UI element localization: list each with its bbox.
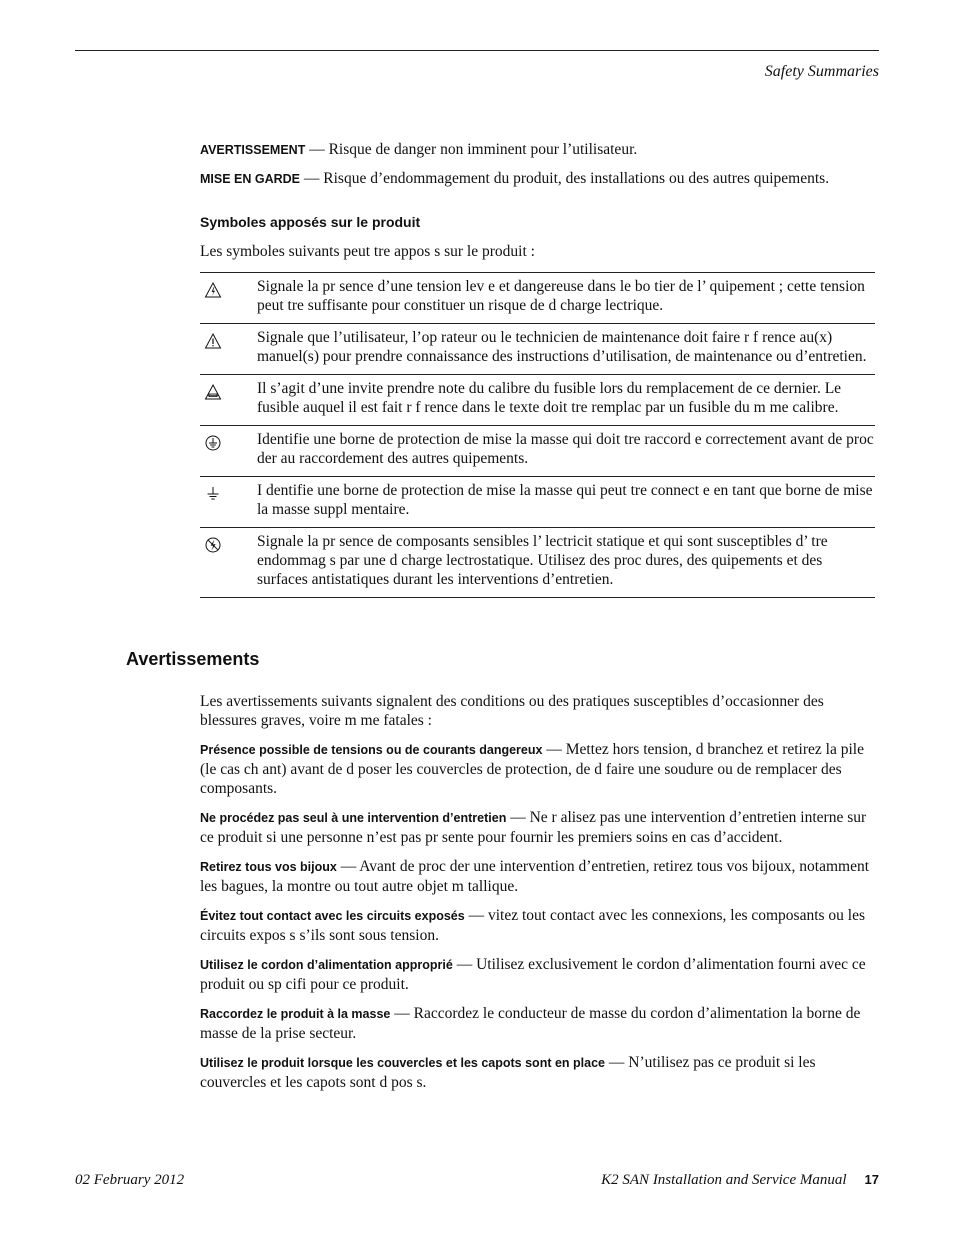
warning-text: — vitez tout contact avec les connexions, les composants ou les circuits expos s s’ils sont sous tension. [200, 907, 866, 944]
warning-item [200, 1004, 875, 1043]
page-number: 17 [864, 1172, 879, 1187]
footer-manual-title: K2 SAN Installation and Service Manual [601, 1172, 847, 1188]
symbol-description: Signale que l’utilisateur, l’op rateur ou le technicien de maintenance doit faire r f rence au(x) manuel(s) pour prendre connaissance des instructions d’utilisation, de maintenance ou d’entretien. [257, 329, 867, 365]
symbols-section [200, 140, 875, 598]
warning-term: Utilisez le cordon d’alimentation approprié [200, 958, 453, 972]
definition-term: AVERTISSEMENT [200, 143, 306, 157]
footer-manual [601, 1172, 879, 1189]
protective-earth-icon [200, 430, 257, 468]
symbol-row [200, 527, 875, 597]
warning-item [200, 740, 875, 798]
warning-text: — N’utilisez pas ce produit si les couvercles et les capots sont d pos s. [200, 1054, 816, 1091]
warning-text: — Mettez hors tension, d branchez et retirez la pile (le cas ch ant) avant de d poser les couvercles de protection, de d faire une soudure ou de remplacer des composants. [200, 741, 864, 797]
warning-item [200, 1053, 875, 1092]
definition-term: MISE EN GARDE [200, 172, 301, 186]
symbols-intro: Les symboles suivants peut tre appos s sur le produit : [200, 243, 535, 260]
esd-sensitive-icon [200, 532, 257, 589]
warning-term: Raccordez le produit à la masse [200, 1007, 391, 1021]
warning-item [200, 955, 875, 994]
high-voltage-triangle-icon [200, 277, 257, 315]
caution-triangle-icon [200, 328, 257, 366]
symbol-description: Identifie une borne de protection de mise la masse qui doit tre raccord e correctement avant de proc der au raccordement des autres quipements. [257, 431, 874, 467]
warning-text: — Utilisez exclusivement le cordon d’alimentation fourni avec ce produit ou sp cifi pour ce produit. [200, 956, 866, 993]
warning-item [200, 808, 875, 847]
warning-term: Utilisez le produit lorsque les couvercles et les capots sont en place [200, 1056, 605, 1070]
symbol-description: Signale la pr sence d’une tension lev e et dangereuse dans le bo tier de l’ quipement ; cette tension peut tre suffisante pour constituer un risque de d charge lectrique. [257, 278, 865, 314]
warnings-intro: Les avertissements suivants signalent des conditions ou des pratiques susceptibles d’occasionner des blessures graves, voire m me fatales : [200, 693, 824, 729]
warning-text: — Raccordez le conducteur de masse du cordon d’alimentation la borne de masse de la prise secteur. [200, 1005, 861, 1042]
warning-term: Retirez tous vos bijoux [200, 860, 337, 874]
symbol-row [200, 476, 875, 527]
warning-term: Présence possible de tensions ou de courants dangereux [200, 743, 543, 757]
symbols-table [200, 272, 875, 598]
ground-icon [200, 481, 257, 519]
definition-text: — Risque d’endommagement du produit, des installations ou des autres quipements. [300, 170, 830, 187]
running-header: Safety Summaries [764, 63, 879, 80]
definition-mise-en-garde [200, 169, 875, 189]
warning-term: Évitez tout contact avec les circuits exposés [200, 909, 465, 923]
definition-text: — Risque de danger non imminent pour l’utilisateur. [305, 141, 638, 158]
symbol-description: Il s’agit d’une invite prendre note du calibre du fusible lors du remplacement de ce dernier. Le fusible auquel il est fait r f rence dans le texte doit tre remplac par un fusible du m me calibre. [257, 380, 842, 416]
footer-date: 02 February 2012 [75, 1172, 185, 1188]
warnings-section [200, 692, 875, 1102]
definition-list [200, 140, 875, 189]
warning-item [200, 857, 875, 896]
symbol-description: Signale la pr sence de composants sensibles l’ lectricit statique et qui sont susceptibles d’ tre endommag s par une d charge lectrostatique. Utilisez des proc dures, des quipements et des surfaces antistatiques durant les interventions d’entretien. [257, 533, 828, 588]
warning-text: — Ne r alisez pas une intervention d’entretien interne sur ce produit si une personne n’est pas pr sente pour fournir les premiers soins en cas d’accident. [200, 809, 867, 846]
header-rule [75, 50, 879, 51]
symbol-row [200, 374, 875, 425]
symbol-row [200, 323, 875, 374]
fuse-triangle-icon [200, 379, 257, 417]
warning-item [200, 906, 875, 945]
warning-text: — Avant de proc der une intervention d’entretien, retirez tous vos bijoux, notamment les bagues, la montre ou tout autre objet m tallique. [200, 858, 870, 895]
symbol-row [200, 425, 875, 476]
symbols-heading: Symboles apposés sur le produit [200, 214, 421, 230]
warning-term: Ne procédez pas seul à une intervention d’entretien [200, 811, 507, 825]
symbol-row [200, 273, 875, 323]
definition-avertissement [200, 140, 875, 160]
warnings-heading: Avertissements [126, 649, 260, 669]
symbol-description: I dentifie une borne de protection de mise la masse qui peut tre connect e en tant que borne de mise la masse suppl mentaire. [257, 482, 873, 518]
